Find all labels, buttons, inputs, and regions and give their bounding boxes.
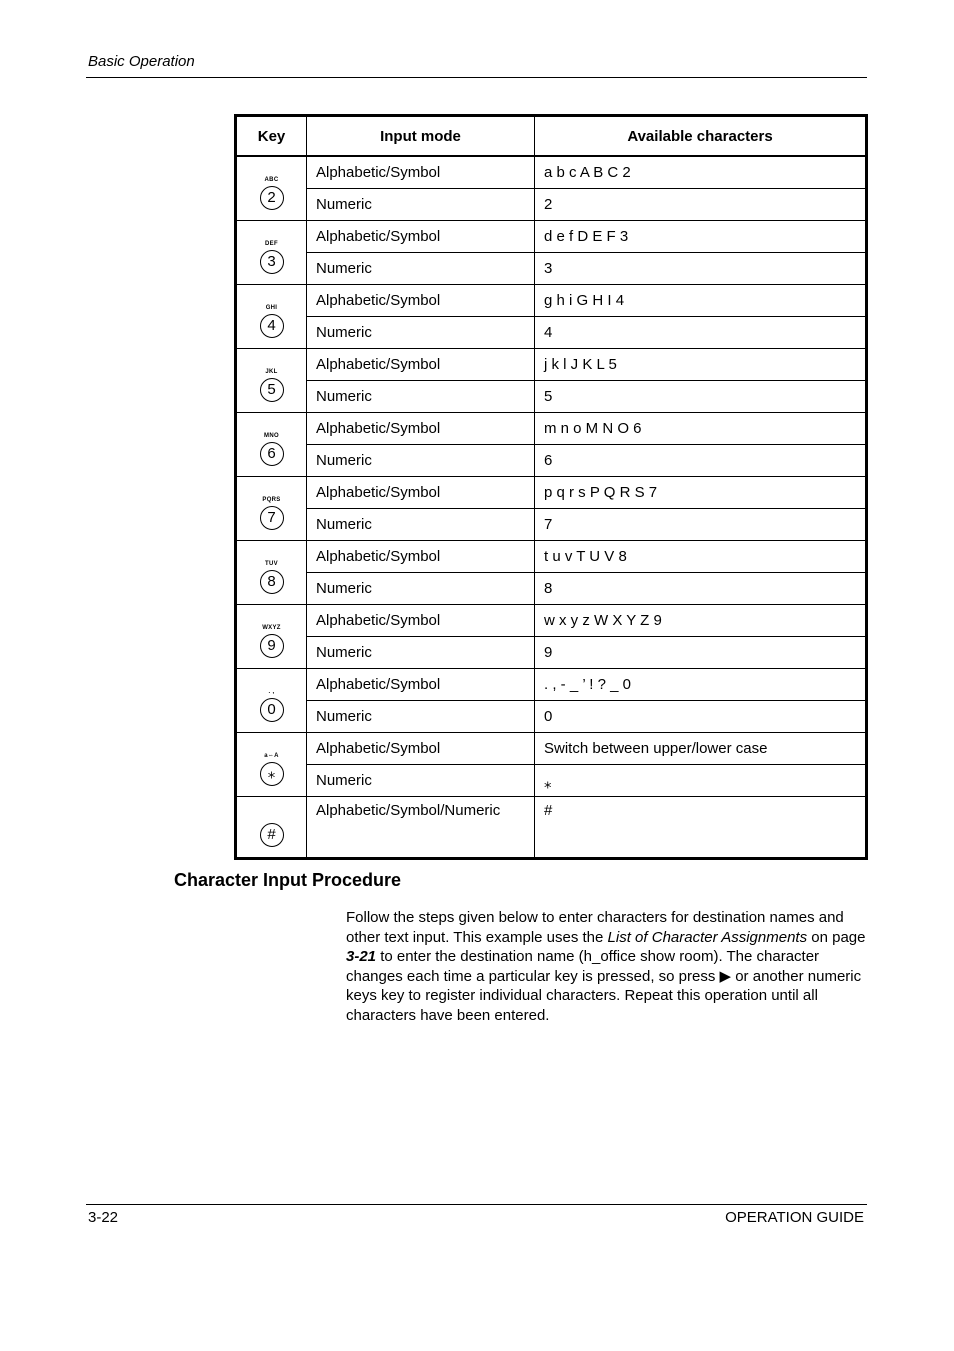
table-row <box>236 669 867 701</box>
input-mode-cell: Alphabetic/Symbol/Numeric <box>307 797 535 859</box>
key-5-icon <box>260 368 284 402</box>
key-letters-label: PQRS <box>262 496 281 503</box>
available-characters-cell: d e f D E F 3 <box>535 221 867 253</box>
available-characters-cell: 0 <box>535 701 867 733</box>
key-digit: 4 <box>260 314 284 338</box>
available-characters-cell: 8 <box>535 573 867 605</box>
footer-rule <box>86 1204 867 1205</box>
column-header-key: Key <box>236 116 307 157</box>
key-0-icon <box>260 688 284 722</box>
paragraph-text-3: to enter the destination name (h_office show room). The character changes each time a particular key is pressed, so press ▶ or another numeric keys key to register individual characters. Repeat this operation until all characters have been entered. <box>346 948 862 1024</box>
key-digit: 9 <box>260 634 284 658</box>
key-6-icon <box>260 432 284 466</box>
input-mode-cell: Alphabetic/Symbol <box>307 413 535 445</box>
input-mode-cell: Alphabetic/Symbol <box>307 349 535 381</box>
key-digit: 6 <box>260 442 284 466</box>
key-cell <box>236 541 307 605</box>
available-characters-cell: ⁎ <box>535 767 867 799</box>
input-mode-cell: Alphabetic/Symbol <box>307 605 535 637</box>
available-characters-cell: 9 <box>535 637 867 669</box>
key-letters-label: DEF <box>265 240 278 247</box>
available-characters-cell: a b c A B C 2 <box>535 156 867 189</box>
key-letters-label: a⇔A <box>264 752 279 759</box>
input-mode-cell: Numeric <box>307 189 535 221</box>
character-assignment-table <box>234 114 868 860</box>
input-mode-cell: Alphabetic/Symbol <box>307 285 535 317</box>
table-row <box>236 445 867 477</box>
key-letters-label: TUV <box>265 560 278 567</box>
paragraph-page-reference: 3-21 <box>346 948 377 966</box>
key-digit: 8 <box>260 570 284 594</box>
key-letters-label: JKL <box>265 368 278 375</box>
available-characters-cell: Switch between upper/lower case <box>535 733 867 765</box>
input-mode-cell: Alphabetic/Symbol <box>307 669 535 701</box>
key-star-icon <box>260 752 284 786</box>
table-row <box>236 605 867 637</box>
key-cell <box>236 477 307 541</box>
key-cell <box>236 733 307 797</box>
input-mode-cell: Numeric <box>307 701 535 733</box>
key-4-icon <box>260 304 284 338</box>
key-digit: # <box>260 823 284 847</box>
table-row <box>236 701 867 733</box>
table-row <box>236 733 867 765</box>
input-mode-cell: Numeric <box>307 573 535 605</box>
input-mode-cell: Numeric <box>307 637 535 669</box>
table-row <box>236 541 867 573</box>
table-row <box>236 349 867 381</box>
key-digit: 0 <box>260 698 284 722</box>
input-mode-cell: Alphabetic/Symbol <box>307 733 535 765</box>
header-rule <box>86 77 867 78</box>
input-mode-cell: Numeric <box>307 765 535 797</box>
available-characters-cell: # <box>535 797 867 859</box>
key-9-icon <box>260 624 284 658</box>
key-8-icon <box>260 560 284 594</box>
key-digit: 3 <box>260 250 284 274</box>
table-row <box>236 637 867 669</box>
table-row <box>236 221 867 253</box>
paragraph-text-1: Follow the steps given below to enter characters for destination names and other text input. This example uses the <box>346 909 844 946</box>
input-mode-cell: Alphabetic/Symbol <box>307 221 535 253</box>
key-cell <box>236 285 307 349</box>
section-title: Character Input Procedure <box>174 870 402 890</box>
key-digit: 5 <box>260 378 284 402</box>
key-cell <box>236 669 307 733</box>
key-digit: ⁎ <box>260 762 284 786</box>
available-characters-cell: m n o M N O 6 <box>535 413 867 445</box>
procedure-paragraph <box>346 908 866 1026</box>
table-row <box>236 477 867 509</box>
key-letters-label: WXYZ <box>262 624 281 631</box>
input-mode-cell: Numeric <box>307 317 535 349</box>
paragraph-reference-title: List of Character Assignments <box>607 928 808 946</box>
key-cell <box>236 413 307 477</box>
key-cell <box>236 349 307 413</box>
page-number: 3-22 <box>88 1209 119 1226</box>
table-row <box>236 413 867 445</box>
key-cell <box>236 221 307 285</box>
guide-title: OPERATION GUIDE <box>725 1209 864 1226</box>
key-letters-label: MNO <box>264 432 279 439</box>
table-header-row <box>236 116 867 157</box>
table-row <box>236 285 867 317</box>
column-header-input-mode: Input mode <box>307 116 535 157</box>
column-header-available-characters: Available characters <box>535 116 867 157</box>
table-row <box>236 381 867 413</box>
available-characters-cell: j k l J K L 5 <box>535 349 867 381</box>
running-header: Basic Operation <box>88 53 195 70</box>
input-mode-cell: Numeric <box>307 381 535 413</box>
table-row <box>236 189 867 221</box>
table-row <box>236 509 867 541</box>
key-7-icon <box>260 496 284 530</box>
input-mode-cell: Alphabetic/Symbol <box>307 477 535 509</box>
available-characters-cell: 2 <box>535 189 867 221</box>
key-letters-label: . , <box>268 688 275 695</box>
table-row <box>236 317 867 349</box>
input-mode-cell: Numeric <box>307 509 535 541</box>
available-characters-cell: 5 <box>535 381 867 413</box>
available-characters-cell: w x y z W X Y Z 9 <box>535 605 867 637</box>
table-row <box>236 253 867 285</box>
key-letters-label: GHI <box>265 304 278 311</box>
input-mode-cell: Alphabetic/Symbol <box>307 541 535 573</box>
input-mode-cell: Numeric <box>307 445 535 477</box>
key-digit: 7 <box>260 506 284 530</box>
key-letters-label: ABC <box>264 176 279 183</box>
available-characters-cell: 4 <box>535 317 867 349</box>
available-characters-cell: . , - _ ’ ! ? _ 0 <box>535 669 867 701</box>
input-mode-cell: Numeric <box>307 253 535 285</box>
available-characters-cell: g h i G H I 4 <box>535 285 867 317</box>
table-row <box>236 573 867 605</box>
available-characters-cell: 3 <box>535 253 867 285</box>
key-digit: 2 <box>260 186 284 210</box>
available-characters-cell: p q r s P Q R S 7 <box>535 477 867 509</box>
key-cell <box>236 156 307 221</box>
available-characters-cell: 7 <box>535 509 867 541</box>
table-row <box>236 156 867 189</box>
key-3-icon <box>260 240 284 274</box>
paragraph-text-2: on page <box>807 928 866 946</box>
available-characters-cell: 6 <box>535 445 867 477</box>
available-characters-cell: t u v T U V 8 <box>535 541 867 573</box>
key-2-icon <box>260 176 284 210</box>
key-hash-icon <box>260 813 284 847</box>
key-cell <box>236 797 307 859</box>
table-row <box>236 765 867 797</box>
input-mode-cell: Alphabetic/Symbol <box>307 156 535 189</box>
key-cell <box>236 605 307 669</box>
table-row <box>236 797 867 859</box>
